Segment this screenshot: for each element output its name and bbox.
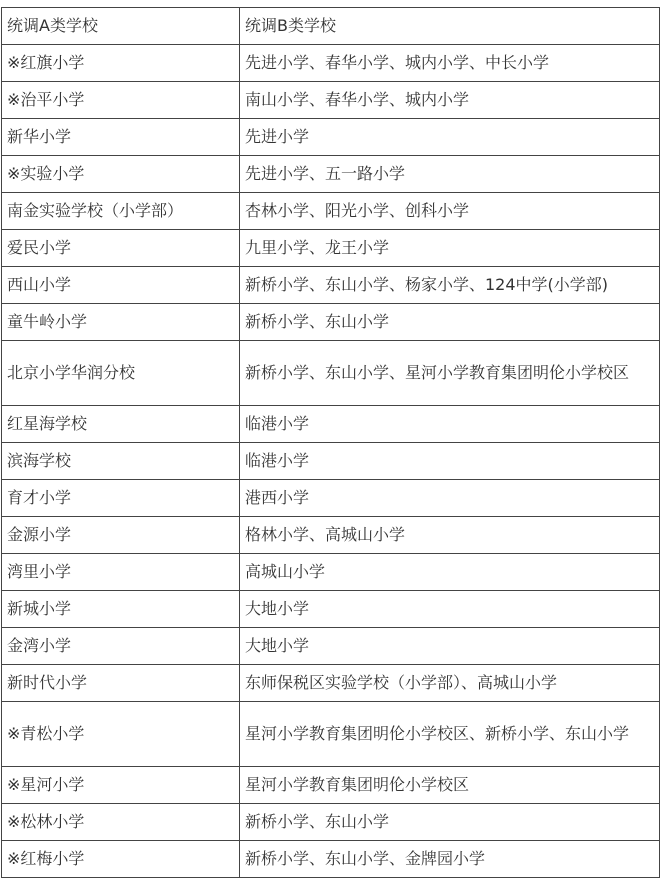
b-schools-cell: 星河小学教育集团明伦小学校区 (240, 767, 660, 804)
b-schools-cell: 大地小学 (240, 628, 660, 665)
a-school-cell: 童牛岭小学 (2, 304, 240, 341)
b-schools-cell: 大地小学 (240, 591, 660, 628)
b-schools-cell: 新桥小学、东山小学、星河小学教育集团明伦小学校区 (240, 341, 660, 406)
a-school-cell: 滨海学校 (2, 443, 240, 480)
school-assignment-table (1, 7, 660, 878)
table-row (2, 267, 660, 304)
table-row (2, 665, 660, 702)
b-schools-cell: 南山小学、春华小学、城内小学 (240, 82, 660, 119)
table-row (2, 767, 660, 804)
a-school-cell: ※松林小学 (2, 804, 240, 841)
b-schools-cell: 先进小学、五一路小学 (240, 156, 660, 193)
table-row (2, 804, 660, 841)
a-school-cell: 育才小学 (2, 480, 240, 517)
a-school-cell: 南金实验学校（小学部） (2, 193, 240, 230)
a-school-cell: 新城小学 (2, 591, 240, 628)
table-row (2, 119, 660, 156)
table-row (2, 702, 660, 767)
table-row (2, 517, 660, 554)
a-school-cell: ※治平小学 (2, 82, 240, 119)
table-row (2, 193, 660, 230)
b-schools-cell: 东师保税区实验学校（小学部）、高城山小学 (240, 665, 660, 702)
a-school-cell: 新华小学 (2, 119, 240, 156)
table-row (2, 341, 660, 406)
a-school-cell: 红星海学校 (2, 406, 240, 443)
a-school-cell: 北京小学华润分校 (2, 341, 240, 406)
header-cell-b-schools: 统调B类学校 (240, 8, 660, 45)
table-header-row (2, 8, 660, 45)
table-row (2, 591, 660, 628)
b-schools-cell: 格林小学、高城山小学 (240, 517, 660, 554)
a-school-cell: 西山小学 (2, 267, 240, 304)
header-cell-a-schools: 统调A类学校 (2, 8, 240, 45)
b-schools-cell: 新桥小学、东山小学、杨家小学、124中学(小学部) (240, 267, 660, 304)
b-schools-cell: 杏林小学、阳光小学、创科小学 (240, 193, 660, 230)
table-row (2, 406, 660, 443)
table-row (2, 156, 660, 193)
b-schools-cell: 星河小学教育集团明伦小学校区、新桥小学、东山小学 (240, 702, 660, 767)
a-school-cell: 爱民小学 (2, 230, 240, 267)
b-schools-cell: 新桥小学、东山小学 (240, 804, 660, 841)
a-school-cell: 新时代小学 (2, 665, 240, 702)
b-schools-cell: 临港小学 (240, 406, 660, 443)
table-row (2, 45, 660, 82)
b-schools-cell: 先进小学 (240, 119, 660, 156)
a-school-cell: ※星河小学 (2, 767, 240, 804)
table-row (2, 443, 660, 480)
b-schools-cell: 九里小学、龙王小学 (240, 230, 660, 267)
table-row (2, 628, 660, 665)
b-schools-cell: 高城山小学 (240, 554, 660, 591)
a-school-cell: ※青松小学 (2, 702, 240, 767)
table-row (2, 230, 660, 267)
a-school-cell: 湾里小学 (2, 554, 240, 591)
b-schools-cell: 新桥小学、东山小学 (240, 304, 660, 341)
table-row (2, 480, 660, 517)
table-row (2, 82, 660, 119)
b-schools-cell: 港西小学 (240, 480, 660, 517)
a-school-cell: ※红梅小学 (2, 841, 240, 878)
table-row (2, 841, 660, 878)
a-school-cell: ※红旗小学 (2, 45, 240, 82)
school-assignment-table-container (1, 7, 660, 878)
a-school-cell: 金源小学 (2, 517, 240, 554)
b-schools-cell: 新桥小学、东山小学、金牌园小学 (240, 841, 660, 878)
b-schools-cell: 临港小学 (240, 443, 660, 480)
a-school-cell: 金湾小学 (2, 628, 240, 665)
a-school-cell: ※实验小学 (2, 156, 240, 193)
b-schools-cell: 先进小学、春华小学、城内小学、中长小学 (240, 45, 660, 82)
table-row (2, 554, 660, 591)
table-row (2, 304, 660, 341)
